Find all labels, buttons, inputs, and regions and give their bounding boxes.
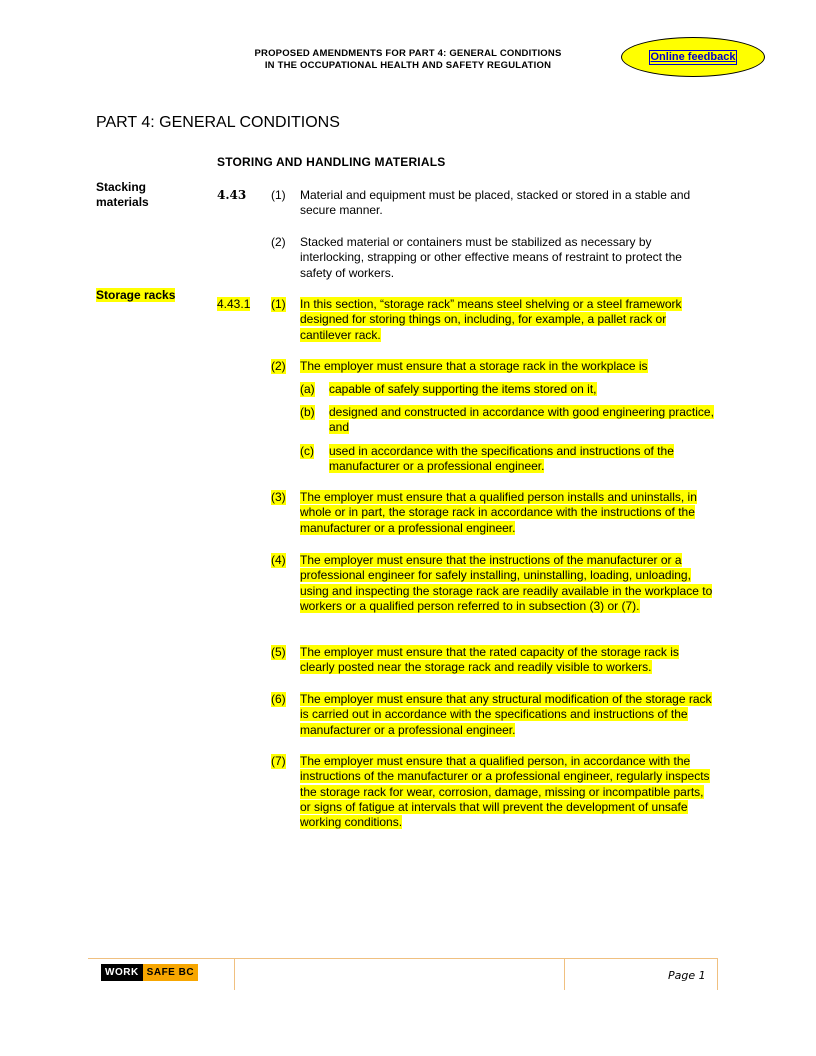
storage-subparagraph-b <box>300 405 716 436</box>
logo-work-text: WORK <box>101 964 143 981</box>
paragraph-text: The employer must ensure that the instructions of the manufacturer or a professional engineer for safely installing, uninstalling, loading, unloading, using and inspecting the storage rack are readily available in the workplace to workers or a qualified person referred to in subsection (3) or (7). <box>300 553 713 613</box>
logo-safebc-text: SAFE BC <box>143 964 198 981</box>
subparagraph-letter: (c) <box>300 444 314 458</box>
storage-paragraph-2 <box>271 359 716 374</box>
paragraph-text: Stacked material or containers must be stabilized as necessary by interlocking, strapping or other effective means of restraint to protect the safety of workers. <box>300 235 682 280</box>
footer-divider <box>88 958 718 959</box>
subparagraph-text: designed and constructed in accordance with good engineering practice, and <box>329 405 714 435</box>
paragraph-number: (1) <box>271 188 286 202</box>
paragraph-text: Material and equipment must be placed, stacked or stored in a stable and secure manner. <box>300 188 691 218</box>
storage-subparagraph-a <box>300 382 716 397</box>
paragraph-text: The employer must ensure that any structural modification of the storage rack is carried out in accordance with the specifications and instructions of the manufacturer or a professional engineer. <box>300 692 712 737</box>
stacking-paragraph-1 <box>271 188 716 219</box>
worksafebc-logo <box>101 964 198 981</box>
section-number-text: 4.43.1 <box>217 297 251 311</box>
storage-paragraph-6 <box>271 692 716 738</box>
page-number: Page 1 <box>668 969 706 982</box>
storage-subparagraph-c <box>300 444 716 475</box>
footer-column-divider <box>717 958 718 990</box>
document-header <box>210 48 606 72</box>
paragraph-number: (5) <box>271 645 286 659</box>
paragraph-number: (7) <box>271 754 286 768</box>
stacking-materials-label <box>96 180 149 210</box>
subparagraph-letter: (b) <box>300 405 315 419</box>
storage-paragraph-7 <box>271 754 716 830</box>
stacking-paragraph-2 <box>271 235 716 281</box>
stacking-label-line-1: Stacking <box>96 180 147 194</box>
paragraph-number: (2) <box>271 235 286 249</box>
paragraph-number: (6) <box>271 692 286 706</box>
stacking-label-line-2: materials <box>96 195 149 209</box>
storage-paragraph-1 <box>271 297 716 343</box>
storage-paragraph-4 <box>271 553 716 614</box>
storage-paragraph-3 <box>271 490 716 536</box>
paragraph-number: (2) <box>271 359 286 373</box>
section-number-4-43-1 <box>217 297 250 312</box>
paragraph-text: The employer must ensure that a qualified person installs and uninstalls, in whole or in part, the storage rack in accordance with the instructions of the manufacturer or a professional engineer. <box>300 490 697 535</box>
part-title: PART 4: GENERAL CONDITIONS <box>96 114 340 131</box>
online-feedback-link[interactable]: Online feedback <box>650 50 736 63</box>
paragraph-text: The employer must ensure that a storage rack in the workplace is <box>300 359 648 373</box>
subparagraph-letter: (a) <box>300 382 315 396</box>
paragraph-text: In this section, “storage rack” means steel shelving or a steel framework designed for storing things on, including, for example, a pallet rack or cantilever rack. <box>300 297 682 342</box>
paragraph-text: The employer must ensure that a qualified person, in accordance with the instructions of the manufacturer or a professional engineer, regularly inspects the storage rack for wear, corrosion, damage, missing or incompatible parts, or signs of fatigue at intervals that will prevent the development of unsafe working conditions. <box>300 754 710 830</box>
paragraph-number: (1) <box>271 297 286 311</box>
subparagraph-text: capable of safely supporting the items stored on it, <box>329 382 597 396</box>
footer-column-divider <box>564 958 565 990</box>
section-number-4-43: 4.43 <box>217 188 247 202</box>
storage-paragraph-5 <box>271 645 716 676</box>
footer-column-divider <box>234 958 235 990</box>
section-heading: STORING AND HANDLING MATERIALS <box>217 155 446 169</box>
paragraph-number: (3) <box>271 490 286 504</box>
subparagraph-text: used in accordance with the specifications and instructions of the manufacturer or a professional engineer. <box>329 444 674 474</box>
feedback-badge <box>621 37 765 77</box>
header-line-2: IN THE OCCUPATIONAL HEALTH AND SAFETY REGULATION <box>264 60 552 71</box>
storage-racks-label-text: Storage racks <box>96 288 176 302</box>
paragraph-number: (4) <box>271 553 286 567</box>
storage-racks-label <box>96 288 175 303</box>
header-line-1: PROPOSED AMENDMENTS FOR PART 4: GENERAL CONDITIONS <box>254 48 562 59</box>
paragraph-text: The employer must ensure that the rated capacity of the storage rack is clearly posted near the storage rack and readily visible to workers. <box>300 645 679 675</box>
